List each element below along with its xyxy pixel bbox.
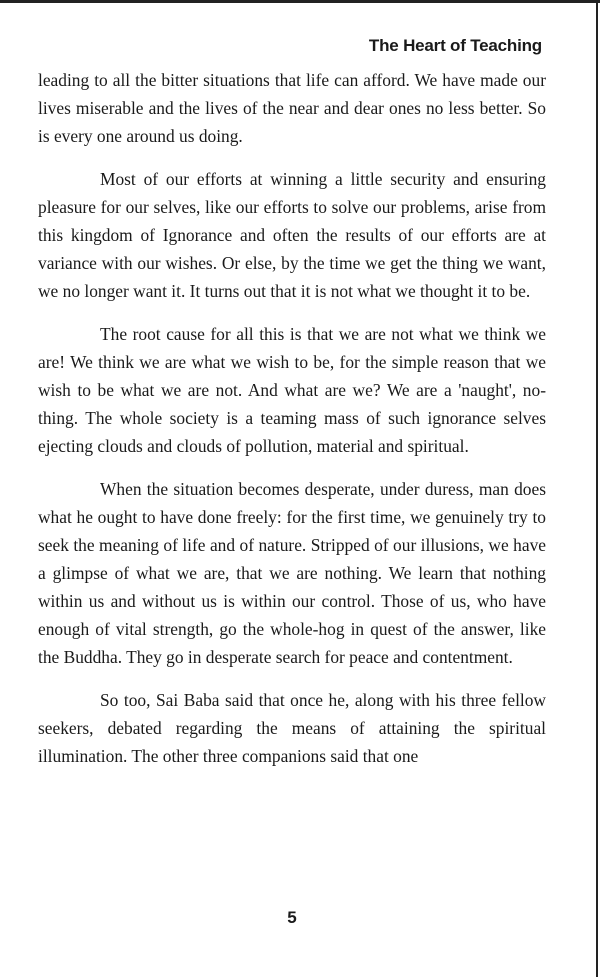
paragraph-3: The root cause for all this is that we are not what we think we are! We think we are what we wish to be, for the simple reason that we wish to be what we are not. And what are we? We are a 'naught', no-thing. The whole society is a teaming mass of such ignorance selves ejecting clouds and clouds of pollution, material and spiritual. bbox=[38, 324, 546, 456]
paragraph-2: Most of our efforts at winning a little security and ensuring pleasure for our selves, like our efforts to solve our problems, arise from this kingdom of Ignorance and often the results of our efforts are at variance with our wishes. Or else, by the time we get the thing we want, we no longer want it. It turns out that it is not what we thought it to be. bbox=[38, 169, 546, 301]
page-number: 5 bbox=[287, 908, 297, 927]
running-head-title: The Heart of Teaching bbox=[368, 36, 542, 55]
paragraph-1: leading to all the bitter situations that life can afford. We have made our lives miserable and the lives of the near and dear ones no less better. So is every one around us doing. bbox=[38, 70, 546, 146]
body-text bbox=[38, 66, 546, 770]
top-rule bbox=[0, 0, 600, 3]
paragraph-5: So too, Sai Baba said that once he, along with his three fellow seekers, debated regarding the means of attaining the spiritual illumination. The other three companions said that one bbox=[38, 690, 546, 766]
paragraph-4: When the situation becomes desperate, under duress, man does what he ought to have done freely: for the first time, we genuinely try to seek the meaning of life and of nature. Stripped of our illusions, we have a glimpse of what we are, that we are nothing. We learn that nothing within us and without us is within our control. Those of us, who have enough of vital strength, go the whole-hog in quest of the answer, like the Buddha. They go in desperate search for peace and contentment. bbox=[38, 479, 546, 667]
